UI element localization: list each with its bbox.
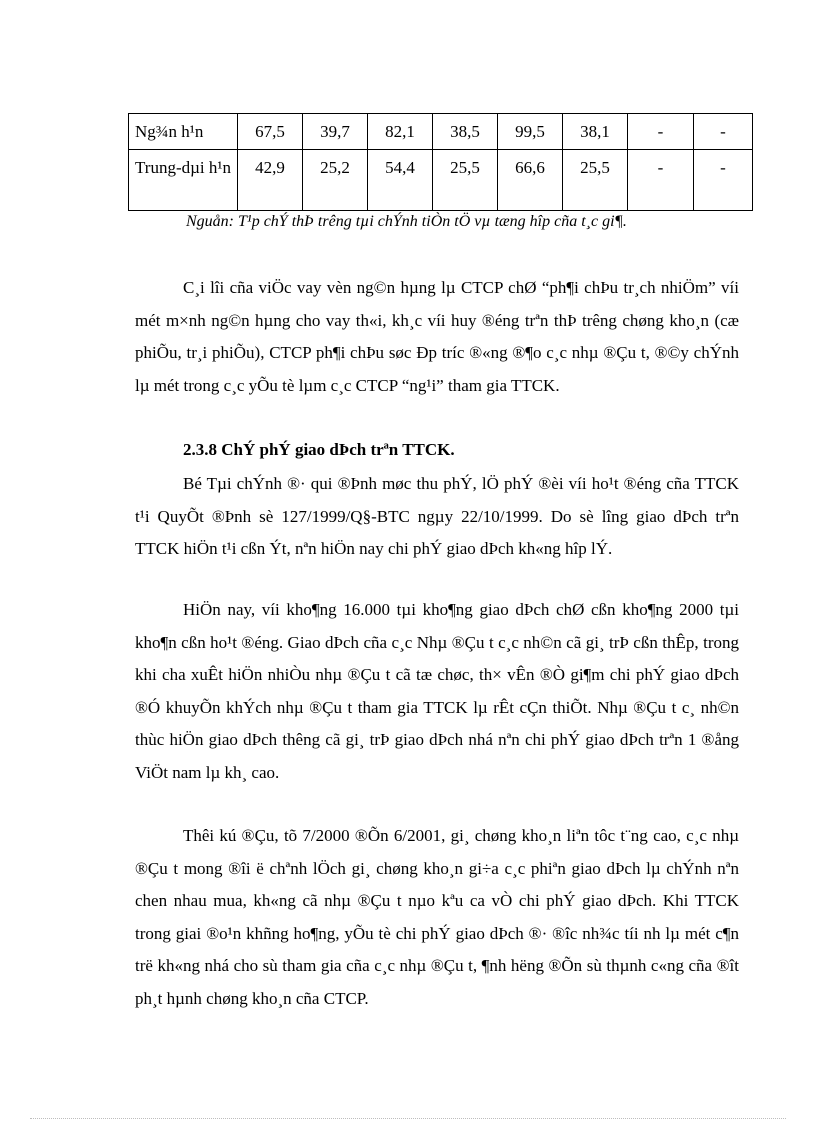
- table-cell: -: [628, 150, 694, 211]
- table-cell: 82,1: [368, 114, 433, 150]
- table-cell: 99,5: [498, 114, 563, 150]
- paragraph: C¸i lîi cña viÖc vay vèn ng©n hµng lµ CTCP chØ “ph¶i chÞu tr¸ch nhiÖm” víi mét m×nh ng©n hµng cho vay th«i, kh¸c víi huy ®éng trªn thÞ trêng chøng kho¸n (cæ phiÕu, tr¸i phiÕu), CTCP ph¶i chÞu søc Ðp tríc ®«ng ®¶o c¸c nhµ ®Çu t, ®©y chÝnh lµ mét trong c¸c yÕu tè lµm c¸c CTCP “ng¹i” tham gia TTCK.: [135, 278, 739, 395]
- paragraph: HiÖn nay, víi kho¶ng 16.000 tµi kho¶ng giao dÞch chØ cßn kho¶ng 2000 tµi kho¶n cßn ho¹t ®éng. Giao dÞch cña c¸c Nhµ ®Çu t c¸c nh©n cã gi¸ trÞ cßn thÊp, trong khi cha xuÊt hiÖn nhiÒu nhµ ®Çu t cã tæ chøc, th× vÊn ®Ò gi¶m chi phÝ giao dÞch ®Ó khuyÕn khÝch nhµ ®Çu t tham gia TTCK lµ rÊt cÇn thiÕt. Nhµ ®Çu t c¸ nh©n thùc hiÖn giao dÞch thêng cã gi¸ trÞ giao dÞch nhá nªn chi phÝ giao dÞch trªn 1 ®ång ViÖt nam lµ kh¸ cao.: [135, 600, 739, 782]
- row-label: Trung-dµi h¹n: [129, 150, 238, 211]
- page-bottom-rule: [30, 1118, 786, 1119]
- table-cell: 25,5: [563, 150, 628, 211]
- section-heading: 2.3.8 ChÝ phÝ giao dÞch trªn TTCK.: [183, 440, 455, 459]
- table-cell: 42,9: [238, 150, 303, 211]
- table-cell: -: [694, 114, 753, 150]
- row-label: Ng¾n h¹n: [129, 114, 238, 150]
- paragraph: Bé Tµi chÝnh ®· qui ®Þnh møc thu phÝ, lÖ phÝ ®èi víi ho¹t ®éng cña TTCK t¹i QuyÕt ®Þnh sè 127/1999/Q§-BTC ngµy 22/10/1999. Do sè lîng giao dÞch trªn TTCK hiÖn t¹i cßn Ýt, nªn hiÖn nay chi phÝ giao dÞch kh«ng hîp lÝ.: [135, 474, 739, 558]
- table-cell: 25,2: [303, 150, 368, 211]
- table-row: [129, 150, 753, 211]
- table-cell: -: [628, 114, 694, 150]
- table-cell: -: [694, 150, 753, 211]
- table-cell: 66,6: [498, 150, 563, 211]
- table-cell: 54,4: [368, 150, 433, 211]
- table-cell: 67,5: [238, 114, 303, 150]
- table-cell: 39,7: [303, 114, 368, 150]
- table-source-note: Nguån: T¹p chÝ thÞ trêng tµi chÝnh tiÒn tÖ vµ tæng hîp cña t¸c gi¶.: [186, 213, 627, 230]
- paragraph: Thêi kú ®Çu, tõ 7/2000 ®Õn 6/2001, gi¸ chøng kho¸n liªn tôc t¨ng cao, c¸c nhµ ®Çu t mong ®îi ë chªnh lÖch gi¸ chøng kho¸n gi÷a c¸c phiªn giao dÞch lµ chÝnh nªn chen nhau mua, kh«ng cã nhµ ®Çu t nµo kªu ca vÒ chi phÝ giao dÞch. Khi TTCK trong giai ®o¹n khñng ho¶ng, yÕu tè chi phÝ giao dÞch ®· ®îc nh¾c tíi nh lµ mét c¶n trë kh«ng nhá cho sù tham gia cña c¸c nhµ ®Çu t, ¶nh hëng ®Õn sù thµnh c«ng cña ®ît ph¸t hµnh chøng kho¸n cña CTCP.: [135, 826, 739, 1008]
- table-cell: 38,5: [433, 114, 498, 150]
- table-row: [129, 114, 753, 150]
- table-cell: 25,5: [433, 150, 498, 211]
- statistics-table: [128, 113, 753, 211]
- table-cell: 38,1: [563, 114, 628, 150]
